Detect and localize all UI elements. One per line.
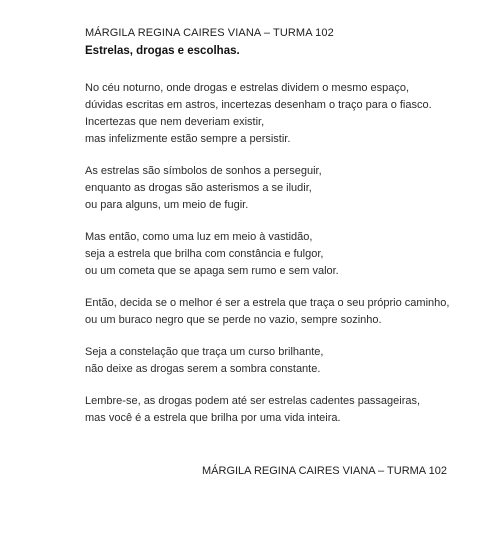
poem-line: Mas então, como uma luz em meio à vastidão, bbox=[85, 231, 313, 243]
poem-line: Seja a constelação que traça um curso brilhante, bbox=[85, 346, 324, 358]
poem-line: ou um buraco negro que se perde no vazio, sempre sozinho. bbox=[85, 314, 382, 326]
poem-line: Então, decida se o melhor é ser a estrela que traça o seu próprio caminho, bbox=[85, 297, 450, 309]
poem-line: As estrelas são símbolos de sonhos a perseguir, bbox=[85, 165, 322, 177]
poem-line: seja a estrela que brilha com constância e fulgor, bbox=[85, 248, 324, 260]
poem-line: mas infelizmente estão sempre a persistir. bbox=[85, 133, 291, 145]
poem-line: No céu noturno, onde drogas e estrelas dividem o mesmo espaço, bbox=[85, 82, 410, 94]
stanza-4 bbox=[85, 295, 485, 329]
poem-line: ou para alguns, um meio de fugir. bbox=[85, 199, 249, 211]
stanza-6 bbox=[85, 393, 485, 427]
poem-line: Incertezas que nem deveriam existir, bbox=[85, 116, 265, 128]
poem-line: enquanto as drogas são asterismos a se iludir, bbox=[85, 182, 312, 194]
stanza-2 bbox=[85, 163, 485, 214]
stanza-3 bbox=[85, 229, 485, 280]
poem-body bbox=[85, 80, 485, 442]
stanza-1 bbox=[85, 80, 485, 148]
author-header: MÁRGILA REGINA CAIRES VIANA – TURMA 102 bbox=[85, 27, 334, 39]
stanza-5 bbox=[85, 344, 485, 378]
author-signature: MÁRGILA REGINA CAIRES VIANA – TURMA 102 bbox=[202, 465, 447, 477]
poem-line: não deixe as drogas serem a sombra constante. bbox=[85, 363, 321, 375]
poem-line: dúvidas escritas em astros, incertezas desenham o traço para o fiasco. bbox=[85, 99, 432, 111]
poem-title: Estrelas, drogas e escolhas. bbox=[85, 45, 240, 57]
poem-line: Lembre-se, as drogas podem até ser estrelas cadentes passageiras, bbox=[85, 395, 421, 407]
poem-line: ou um cometa que se apaga sem rumo e sem valor. bbox=[85, 265, 339, 277]
poem-line: mas você é a estrela que brilha por uma vida inteira. bbox=[85, 412, 341, 424]
